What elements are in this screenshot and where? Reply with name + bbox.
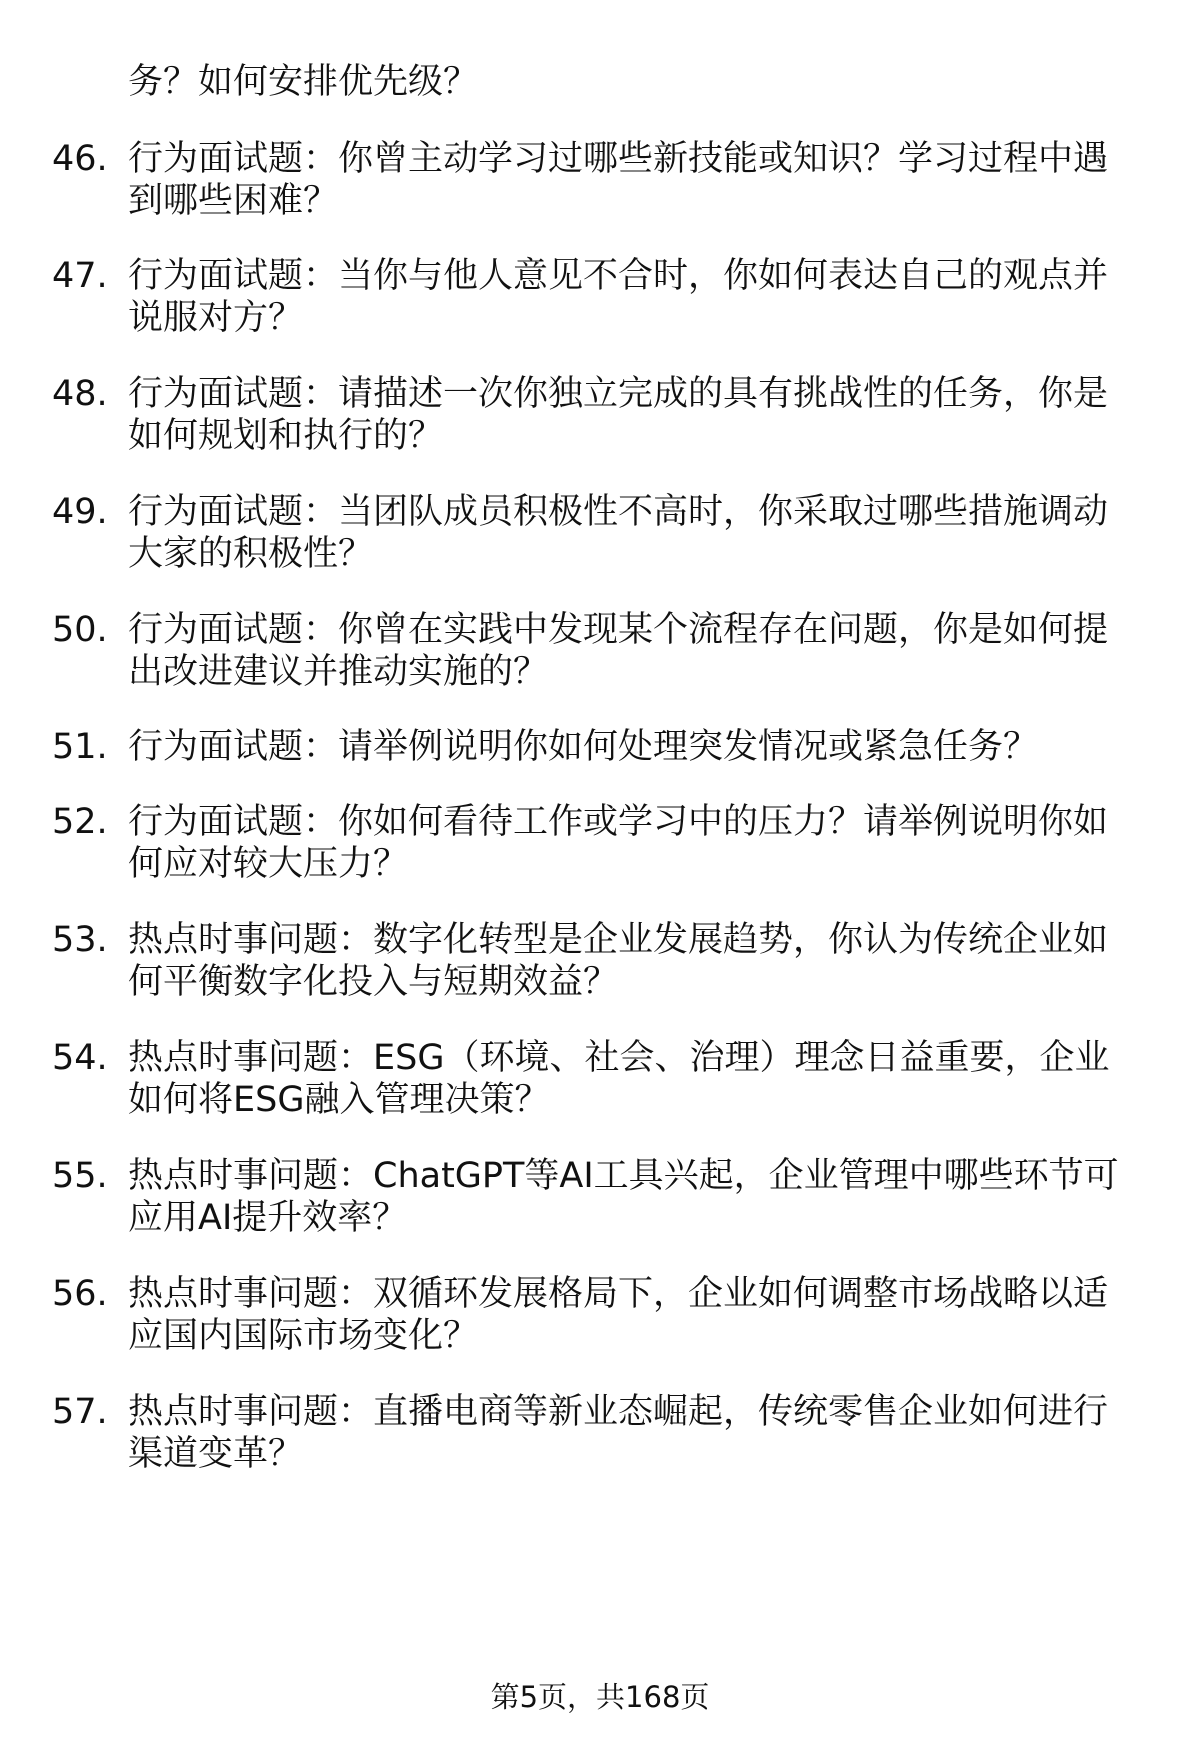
question-text-line2: 到哪些困难？ — [128, 181, 339, 221]
question-text-line1: 热点时事问题：数字化转型是企业发展趋势，你认为传统企业如 — [128, 920, 1109, 960]
question-text-line2: 大家的积极性？ — [128, 534, 374, 574]
question-text-line1: 热点时事问题：直播电商等新业态崛起，传统零售企业如何进行 — [128, 1392, 1109, 1432]
question-text-line2: 何应对较大压力？ — [128, 844, 409, 884]
question-text-line1: 热点时事问题：ChatGPT等AI工具兴起，企业管理中哪些环节可 — [128, 1156, 1119, 1196]
question-number: 52. — [52, 802, 108, 842]
question-text-line2: 何平衡数字化投入与短期效益？ — [128, 962, 619, 1002]
question-number: 48. — [52, 374, 108, 414]
question-number: 56. — [52, 1274, 108, 1314]
question-text-line2: 渠道变革？ — [128, 1434, 304, 1474]
question-number: 46. — [52, 139, 108, 179]
question-text-line1: 行为面试题：请描述一次你独立完成的具有挑战性的任务，你是 — [128, 374, 1109, 414]
question-text-line1: 热点时事问题：ESG（环境、社会、治理）理念日益重要，企业 — [128, 1038, 1110, 1078]
question-number: 49. — [52, 492, 108, 532]
page-footer: 第5页，共168页 — [490, 1680, 710, 1714]
question-text-line2: 应用AI提升效率？ — [128, 1198, 408, 1238]
question-text-line2: 出改进建议并推动实施的？ — [128, 652, 549, 692]
question-number: 54. — [52, 1038, 108, 1078]
question-number: 51. — [52, 727, 108, 767]
question-text-line2: 如何将ESG融入管理决策？ — [128, 1080, 550, 1120]
continued-question-text: 务？如何安排优先级？ — [128, 62, 479, 102]
question-text-line1: 热点时事问题：双循环发展格局下，企业如何调整市场战略以适 — [128, 1274, 1109, 1314]
question-text-line1: 行为面试题：请举例说明你如何处理突发情况或紧急任务？ — [128, 727, 1039, 767]
question-number: 47. — [52, 256, 108, 296]
question-text-line2: 如何规划和执行的？ — [128, 416, 444, 456]
question-text-line1: 行为面试题：当你与他人意见不合时，你如何表达自己的观点并 — [128, 256, 1109, 296]
question-text-line1: 行为面试题：你曾在实践中发现某个流程存在问题，你是如何提 — [128, 610, 1109, 650]
question-text-line2: 说服对方？ — [128, 298, 304, 338]
question-text-line2: 应国内国际市场变化？ — [128, 1316, 479, 1356]
question-number: 57. — [52, 1392, 108, 1432]
question-text-line1: 行为面试题：你曾主动学习过哪些新技能或知识？学习过程中遇 — [128, 139, 1109, 179]
question-text-line1: 行为面试题：当团队成员积极性不高时，你采取过哪些措施调动 — [128, 492, 1109, 532]
question-number: 55. — [52, 1156, 108, 1196]
question-number: 53. — [52, 920, 108, 960]
question-text-line1: 行为面试题：你如何看待工作或学习中的压力？请举例说明你如 — [128, 802, 1109, 842]
question-number: 50. — [52, 610, 108, 650]
